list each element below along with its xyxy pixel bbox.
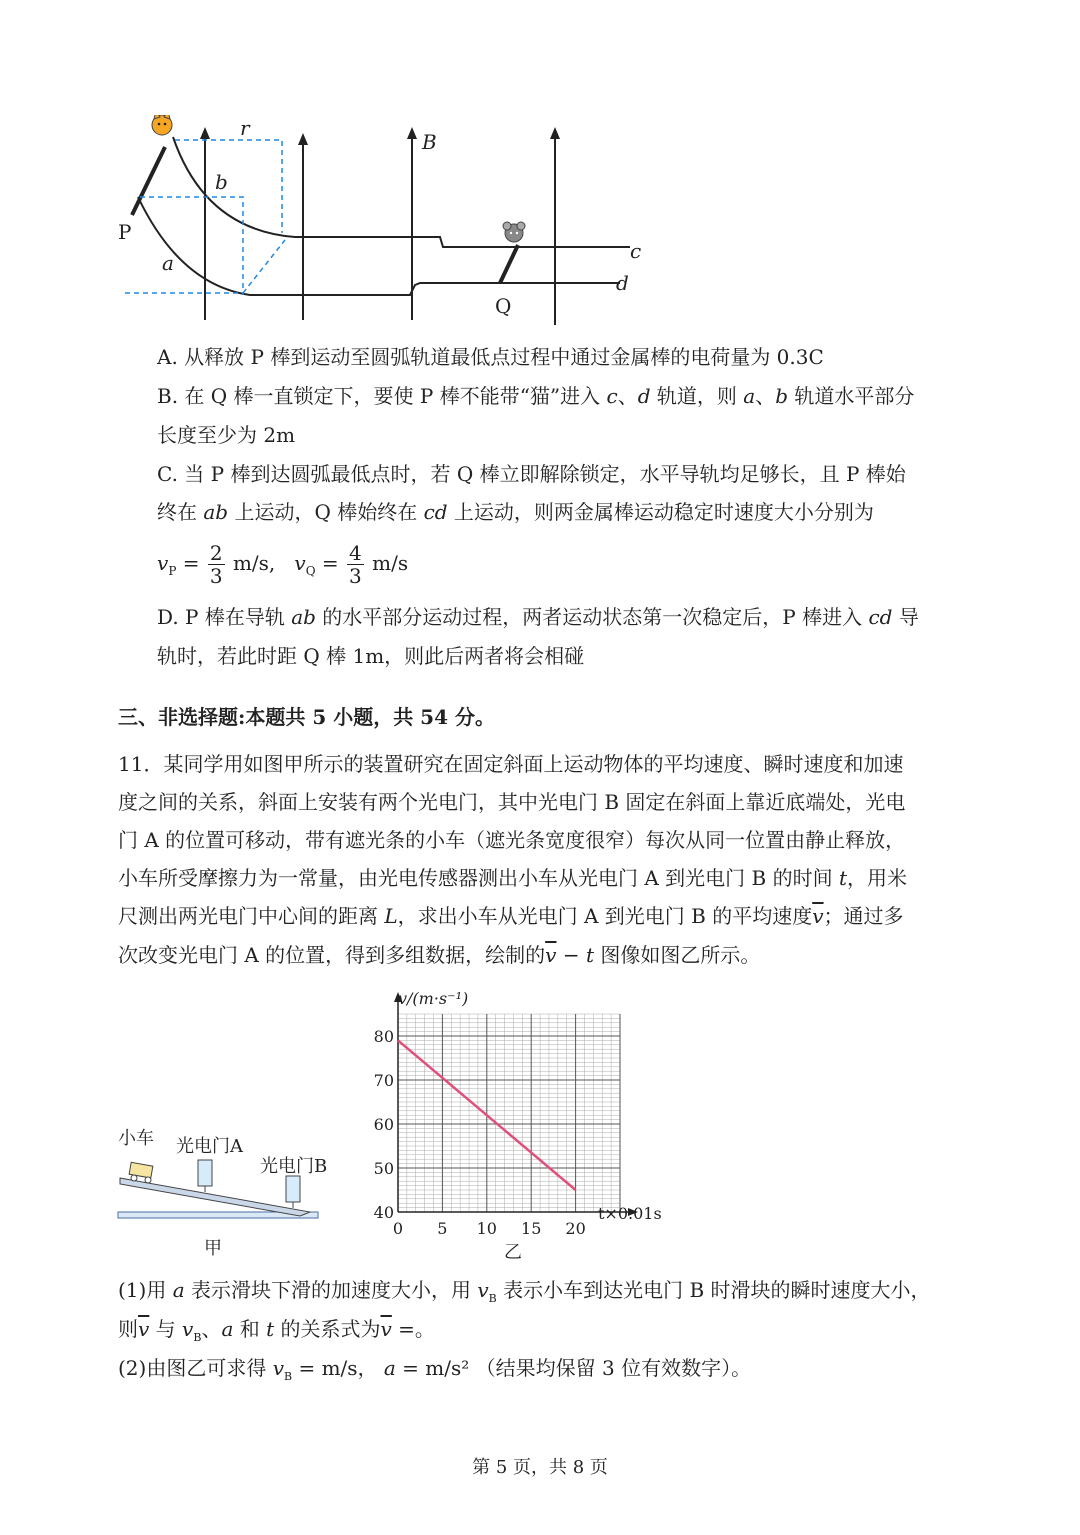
label-a: a <box>162 251 174 275</box>
label-car: 小车 <box>118 1128 154 1149</box>
option-c-formula: $v_P$ = $\frac{2}{3}$ m/s, $v_Q$ = $\frac{4}{3}$ m/s <box>157 541 409 588</box>
x-tick-label: 10 <box>476 1219 497 1238</box>
y-tick-label: 50 <box>373 1159 394 1178</box>
x-tick-label: 5 <box>437 1219 448 1238</box>
label-B: B <box>422 130 437 154</box>
incline-diagram <box>110 1120 330 1260</box>
y-tick-label: 40 <box>373 1203 394 1222</box>
q11-part1-line2: 则$\overline{v}$ 与 $v_B$、a 和 t 的关系式为$\overline{v}$ =。 <box>118 1317 435 1344</box>
label-gate-a: 光电门A <box>176 1136 243 1157</box>
y-tick-label: 60 <box>373 1115 394 1134</box>
y-axis-label: v/(m·s⁻¹) <box>398 990 469 1008</box>
chart-caption: 乙 <box>504 1242 522 1263</box>
q11-line5: 尺测出两光电门中心间的距离 L，求出小车从光电门 A 到光电门 B 的平均速度$\overline{v}$；通过多 <box>118 904 904 928</box>
cat-icon <box>152 115 172 135</box>
q11-line3: 门 A 的位置可移动，带有遮光条的小车（遮光条宽度很窄）每次从同一位置由静止释放， <box>118 828 906 852</box>
option-a: A. 从释放 P 棒到运动至圆弧轨道最低点过程中通过金属棒的电荷量为 0.3C <box>157 345 824 369</box>
rail-diagram <box>110 115 670 335</box>
vt-chart <box>360 990 690 1270</box>
caption-jia: 甲 <box>204 1238 222 1259</box>
cart-icon <box>129 1162 153 1183</box>
label-d: d <box>616 271 629 295</box>
option-c-line2: 终在 ab 上运动，Q 棒始终在 cd 上运动，则两金属棒运动稳定时速度大小分别为 <box>157 500 874 524</box>
q11-line2: 度之间的关系，斜面上安装有两个光电门，其中光电门 B 固定在斜面上靠近底端处，光电 <box>118 790 906 814</box>
y-tick-label: 80 <box>373 1027 394 1046</box>
label-b: b <box>215 170 228 194</box>
option-b-line2: 长度至少为 2m <box>157 423 296 447</box>
y-tick-label: 70 <box>373 1071 394 1090</box>
x-tick-label: 20 <box>565 1219 586 1238</box>
x-tick-label: 15 <box>521 1219 542 1238</box>
label-c: c <box>630 239 642 263</box>
option-d-line2: 轨时，若此时距 Q 棒 1m，则此后两者将会相碰 <box>157 644 585 668</box>
label-gate-b: 光电门B <box>260 1156 328 1177</box>
option-d-line1: D. P 棒在导轨 ab 的水平部分运动过程，两者运动状态第一次稳定后，P 棒进入 cd 导 <box>157 605 919 629</box>
option-b-line1: B. 在 Q 棒一直锁定下，要使 P 棒不能带“猫”进入 c、d 轨道，则 a、b 轨道水平部分 <box>157 384 915 408</box>
page-footer: 第 5 页，共 8 页 <box>472 1457 608 1478</box>
x-axis-label: t×0.01s <box>598 1204 662 1223</box>
label-r: r <box>240 116 250 140</box>
q11-line1: 11．某同学用如图甲所示的装置研究在固定斜面上运动物体的平均速度、瞬时速度和加速 <box>118 752 904 776</box>
q11-part1-line1: (1)用 a 表示滑块下滑的加速度大小，用 $v_B$ 表示小车到达光电门 B 时滑块的瞬时速度大小， <box>118 1278 931 1305</box>
label-P: P <box>118 220 132 244</box>
q11-part2: (2)由图乙可求得 $v_B = m/s$， a = m/s² （结果均保留 3 位有效数字）。 <box>118 1356 752 1383</box>
mouse-icon <box>503 222 525 242</box>
gate-a-icon <box>198 1160 212 1192</box>
gate-b-icon <box>286 1176 300 1208</box>
x-tick-label: 0 <box>392 1219 404 1238</box>
label-Q: Q <box>495 294 512 318</box>
q11-line6: 次改变光电门 A 的位置，得到多组数据，绘制的$\overline{v} - t$ 图像如图乙所示。 <box>118 943 761 967</box>
q11-line4: 小车所受摩擦力为一常量，由光电传感器测出小车从光电门 A 到光电门 B 的时间 t，用米 <box>118 866 907 890</box>
option-c-line1: C. 当 P 棒到达圆弧最低点时，若 Q 棒立即解除锁定，水平导轨均足够长，且 P 棒始 <box>157 462 906 486</box>
section-heading: 三、非选择题:本题共 5 小题，共 54 分。 <box>118 705 495 729</box>
